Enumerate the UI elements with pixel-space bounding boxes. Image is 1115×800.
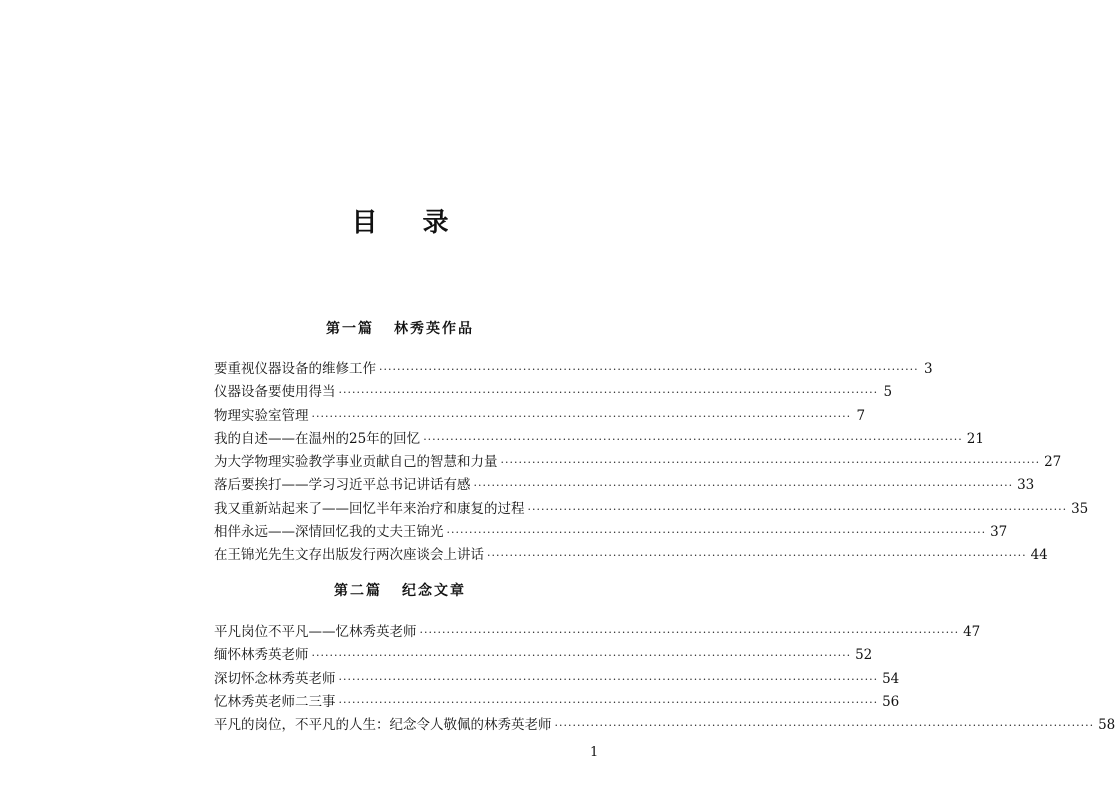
toc-entry[interactable] (214, 544, 1048, 567)
toc-entry-page: 54 (882, 670, 900, 687)
section-subtitle: 纪念文章 (402, 583, 466, 599)
section-label: 第一篇 (326, 321, 374, 337)
toc-entry-title: 落后要挨打——学习习近平总书记讲话有感 (214, 477, 471, 494)
toc-entry[interactable] (214, 358, 933, 381)
toc-entry-title: 相伴永远——深情回忆我的丈夫王锦光 (214, 524, 444, 541)
toc-entry-page: 52 (855, 647, 873, 664)
dot-leader: ························································································································ (419, 626, 960, 639)
toc-entry-page: 21 (966, 430, 984, 447)
section-heading-1 (0, 318, 800, 338)
toc-entry[interactable] (214, 428, 984, 451)
toc-entry[interactable] (214, 474, 1035, 497)
toc-entry[interactable] (214, 405, 866, 428)
toc-entry-title: 我又重新站起来了——回忆半年来治疗和康复的过程 (214, 500, 525, 517)
page-title: 目 录 (351, 208, 467, 238)
dot-leader: ························································································································ (527, 502, 1068, 516)
toc-entry[interactable] (214, 521, 1008, 544)
toc-entry-page: 56 (882, 693, 900, 710)
toc-entry-page: 58 (1098, 717, 1115, 734)
section-heading-2 (0, 580, 800, 600)
toc-entry[interactable] (214, 644, 873, 667)
dot-leader: ························································································································ (338, 695, 879, 709)
dot-leader: ························································································································ (473, 479, 1014, 493)
toc-entry[interactable] (214, 498, 1089, 521)
toc-entry-title: 在王锦光先生文存出版发行两次座谈会上讲话 (214, 547, 484, 564)
toc-entry-page: 27 (1044, 454, 1062, 471)
toc-entry[interactable] (214, 381, 893, 404)
section-label: 第二篇 (334, 583, 382, 599)
toc-entry[interactable] (214, 451, 1062, 474)
toc-entry-title: 物理实验室管理 (214, 407, 309, 424)
dot-leader: ························································································································ (446, 526, 987, 540)
toc-entry-title: 平凡的岗位，不平凡的人生：纪念令人敬佩的林秀英老师 (214, 717, 552, 734)
toc-entry-page: 7 (856, 407, 866, 424)
toc-entry-title: 仪器设备要使用得当 (214, 384, 336, 401)
toc-entry-page: 35 (1071, 500, 1089, 517)
dot-leader: ························································································································ (379, 363, 919, 376)
toc-entry-page: 44 (1030, 547, 1048, 564)
toc-entry-title: 缅怀林秀英老师 (214, 647, 309, 664)
page-number: 1 (590, 745, 599, 760)
toc-entry-page: 3 (924, 361, 933, 377)
dot-leader: ························································································································ (554, 719, 1095, 733)
toc-entry-page: 47 (963, 624, 981, 640)
toc-entry-title: 深切怀念林秀英老师 (214, 670, 336, 687)
toc-entry-title: 我的自述——在温州的25年的回忆 (214, 430, 421, 447)
toc-entry-title: 为大学物理实验教学事业贡献自己的智慧和力量 (214, 454, 498, 471)
toc-entry-title: 平凡岗位不平凡——忆林秀英老师 (214, 624, 417, 640)
dot-leader: ························································································································ (311, 649, 852, 663)
toc-entry-page: 5 (883, 384, 893, 401)
toc-entry[interactable] (214, 621, 981, 644)
dot-leader: ························································································································ (338, 672, 879, 686)
toc-entry-title: 忆林秀英老师二三事 (214, 693, 336, 710)
toc-entry[interactable] (214, 714, 1115, 737)
toc-list-section-1 (214, 358, 1089, 568)
dot-leader: ························································································································ (311, 409, 852, 423)
dot-leader: ························································································································ (500, 456, 1041, 470)
toc-entry[interactable] (214, 668, 900, 691)
section-subtitle: 林秀英作品 (394, 321, 474, 337)
toc-entry-page: 37 (990, 524, 1008, 541)
toc-list-section-2 (214, 621, 1115, 737)
toc-entry[interactable] (214, 691, 900, 714)
dot-leader: ························································································································ (487, 549, 1027, 563)
toc-entry-title: 要重视仪器设备的维修工作 (214, 361, 376, 377)
toc-entry-page: 33 (1017, 477, 1035, 494)
dot-leader: ························································································································ (338, 386, 879, 400)
dot-leader: ························································································································ (423, 432, 963, 446)
